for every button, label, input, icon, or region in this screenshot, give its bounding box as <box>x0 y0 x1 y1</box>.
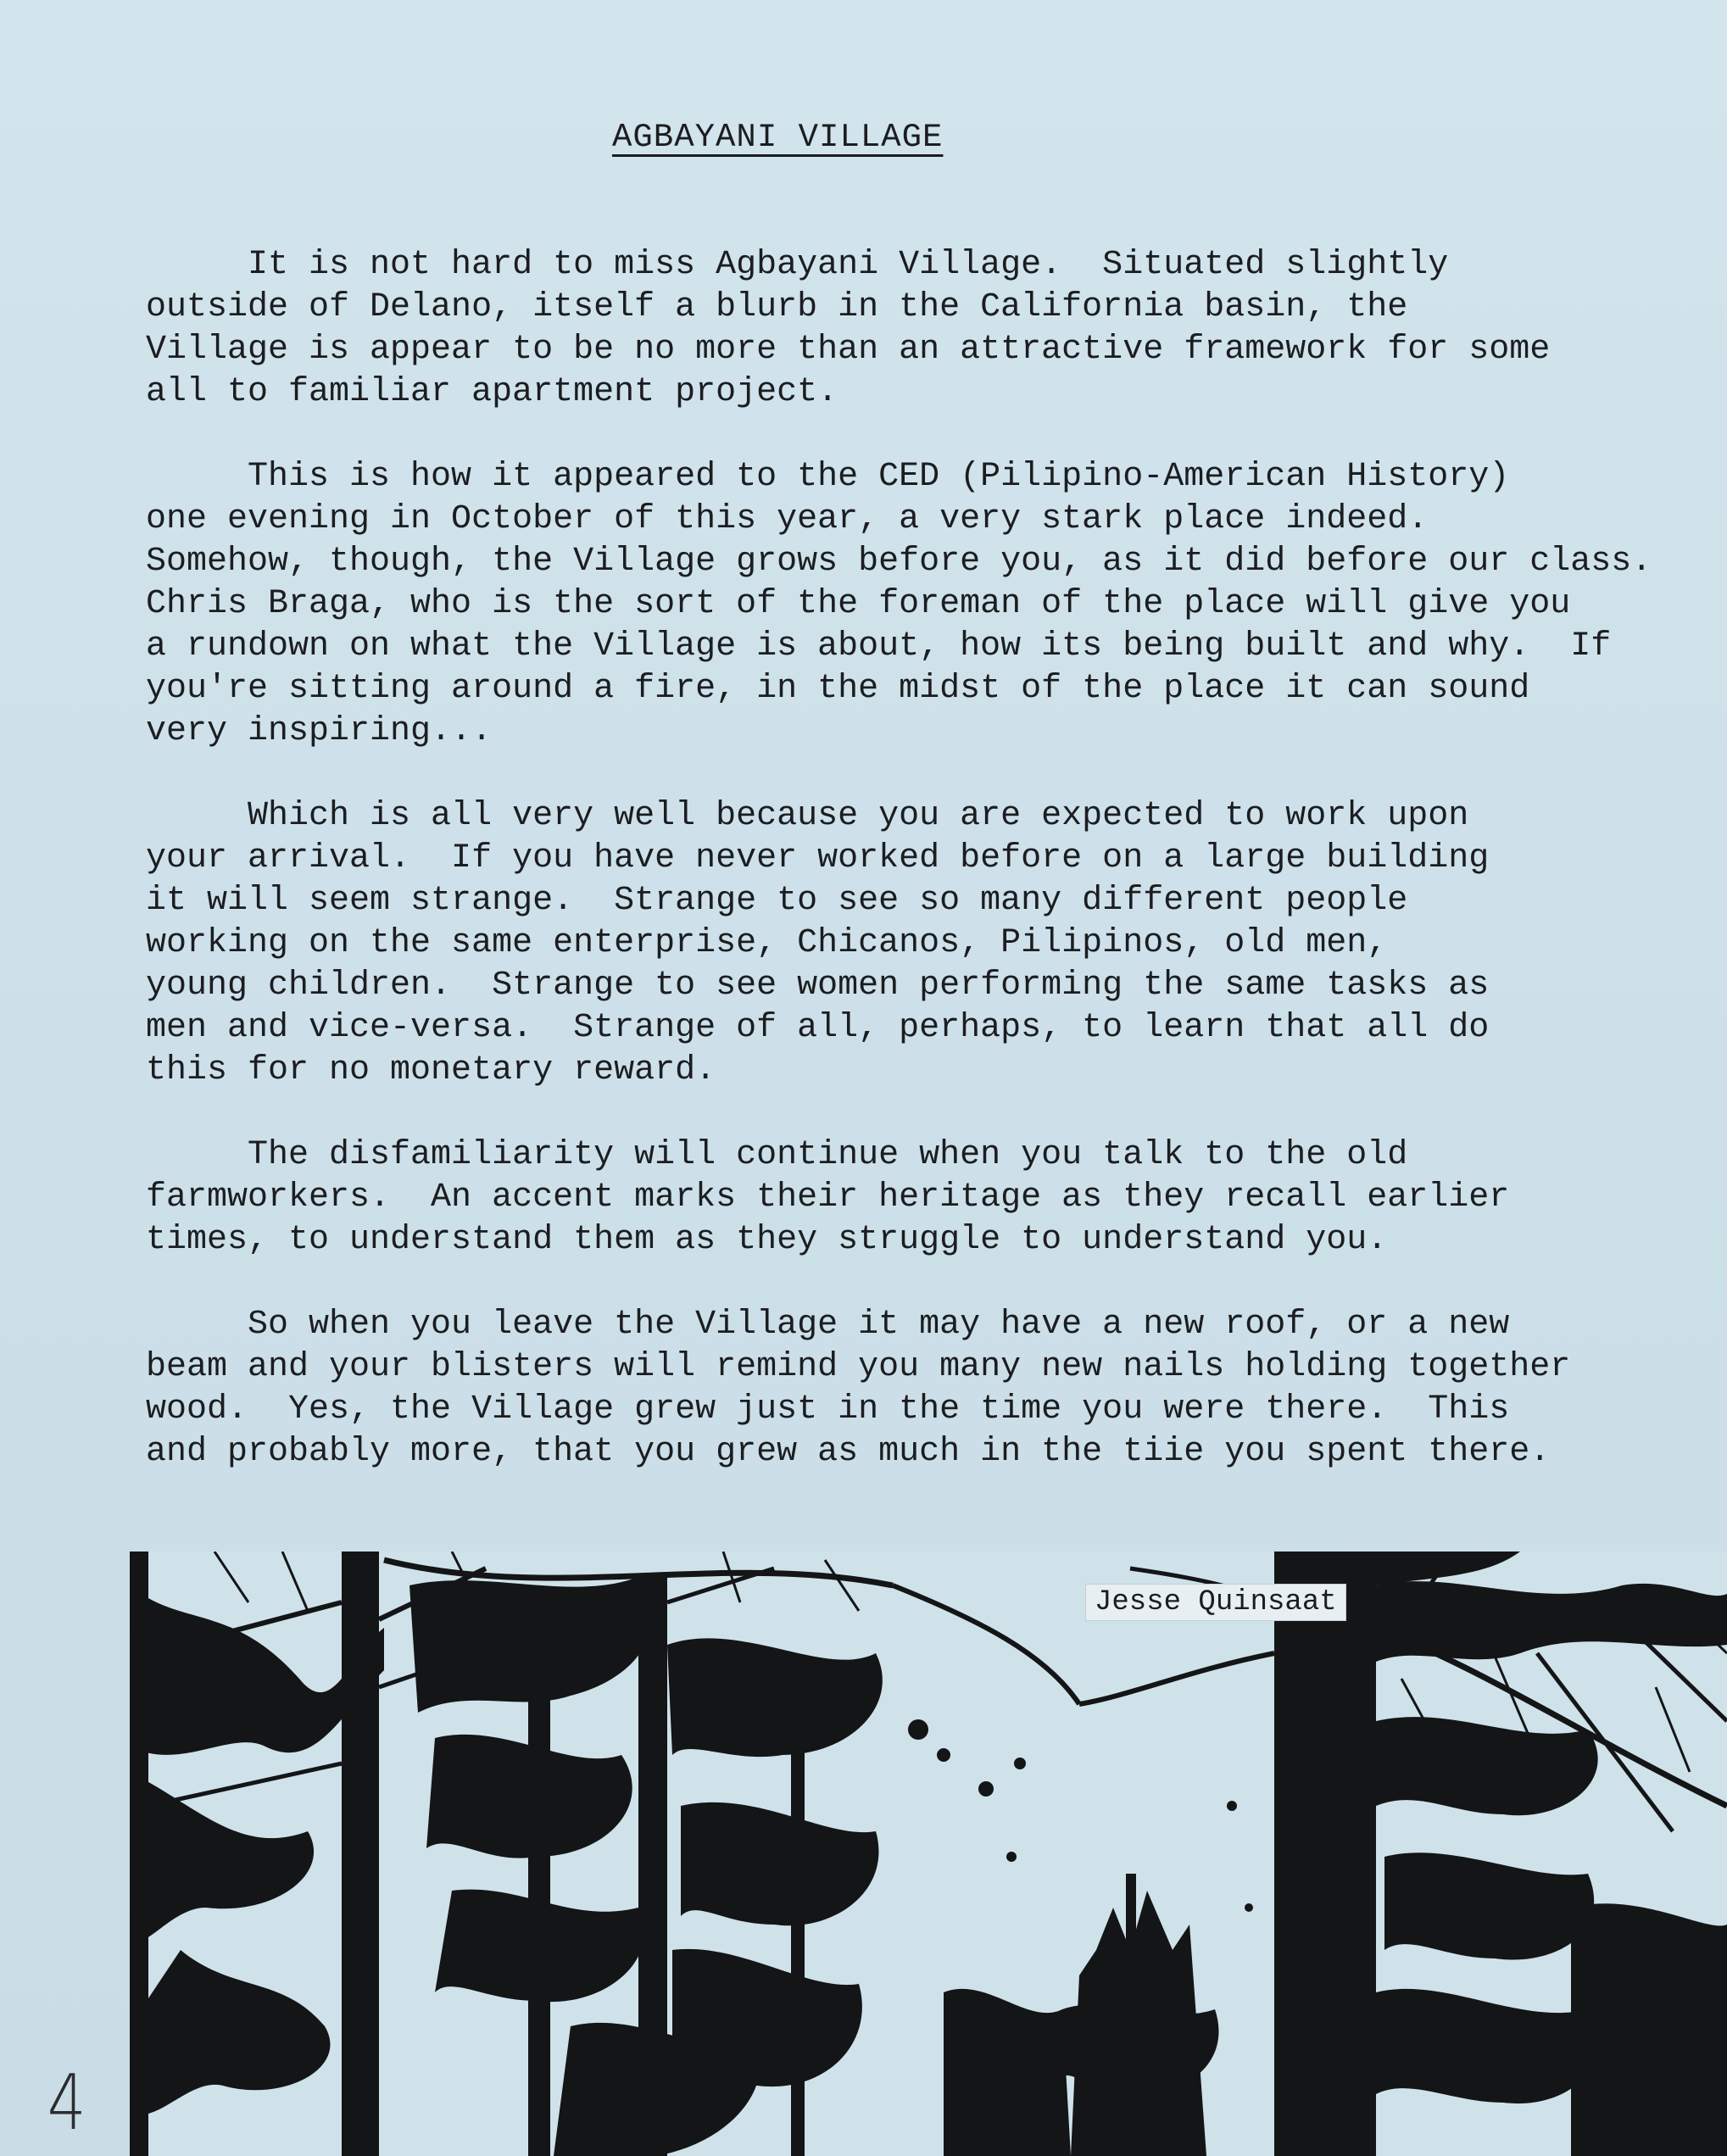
text-line: working on the same enterprise, Chicanos, Pilipinos, old men, <box>146 924 1388 962</box>
text-line: Which is all very well because you are expected to work upon <box>146 797 1469 835</box>
text-line: one evening in October of this year, a very stark place indeed. <box>146 500 1429 538</box>
text-line: So when you leave the Village it may have a new roof, or a new <box>146 1306 1510 1344</box>
forest-silhouette-graphic <box>130 1552 1727 2156</box>
text-line: farmworkers. An accent marks their heritage as they recall earlier <box>146 1178 1510 1217</box>
text-line: This is how it appeared to the CED (Pilipino-American History) <box>146 458 1510 496</box>
text-line: Chris Braga, who is the sort of the foreman of the place will give you <box>146 585 1571 623</box>
text-line: young children. Strange to see women performing the same tasks as <box>146 967 1490 1005</box>
artist-credit: Jesse Quinsaat <box>1085 1584 1346 1621</box>
paragraph <box>146 1304 1714 1474</box>
article-title: AGBAYANI VILLAGE <box>612 119 944 156</box>
text-line: times, to understand them as they struggle to understand you. <box>146 1221 1388 1259</box>
text-line: very inspiring... <box>146 712 493 750</box>
text-line: a rundown on what the Village is about, how its being built and why. If <box>146 627 1612 666</box>
paragraph <box>146 456 1714 753</box>
article-body <box>146 244 1714 1516</box>
text-line: wood. Yes, the Village grew just in the time you were there. This <box>146 1390 1510 1429</box>
text-line: all to familiar apartment project. <box>146 373 838 411</box>
text-line: your arrival. If you have never worked before on a large building <box>146 839 1490 877</box>
text-line: beam and your blisters will remind you many new nails holding together <box>146 1348 1571 1386</box>
paragraph <box>146 795 1714 1092</box>
text-line: Somehow, though, the Village grows before you, as it did before our class. <box>146 543 1652 581</box>
paragraph <box>146 1134 1714 1262</box>
text-line: outside of Delano, itself a blurb in the California basin, the <box>146 288 1408 326</box>
text-line: The disfamiliarity will continue when you talk to the old <box>146 1136 1408 1174</box>
text-line: it will seem strange. Strange to see so many different people <box>146 882 1408 920</box>
paragraph <box>146 244 1714 414</box>
text-line: Village is appear to be no more than an attractive framework for some <box>146 331 1551 369</box>
text-line: men and vice-versa. Strange of all, perhaps, to learn that all do <box>146 1009 1490 1047</box>
forest-silhouette-illustration <box>130 1552 1727 2156</box>
page-number: 4 <box>47 2059 86 2148</box>
text-line: you're sitting around a fire, in the midst of the place it can sound <box>146 670 1530 708</box>
text-line: It is not hard to miss Agbayani Village. Situated slightly <box>146 246 1449 284</box>
text-line: this for no monetary reward. <box>146 1051 716 1089</box>
text-line: and probably more, that you grew as much in the tiie you spent there. <box>146 1433 1551 1471</box>
